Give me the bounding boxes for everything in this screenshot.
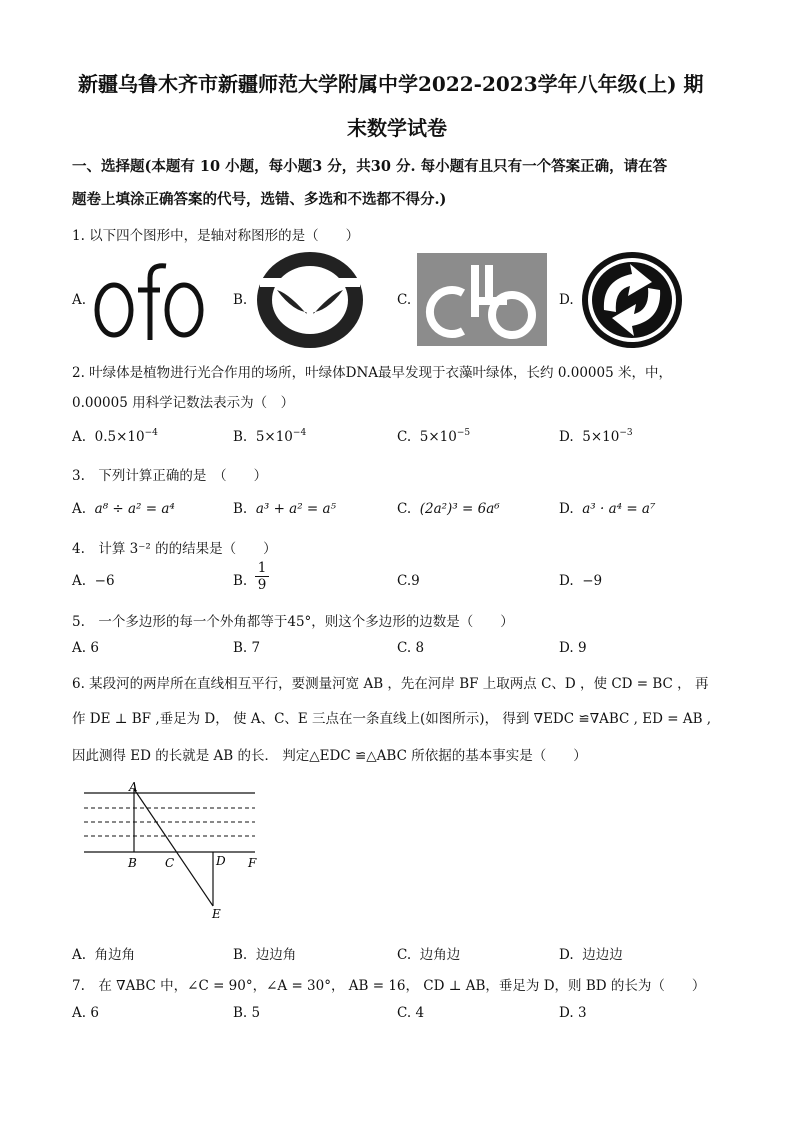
q1-option-b-label: B.	[233, 292, 248, 308]
q7-option-b: B. 5	[233, 1005, 261, 1021]
page-title-line-2: 末数学试卷	[347, 116, 447, 140]
q7-option-d: D. 3	[559, 1005, 587, 1021]
q3-option-a: A. a⁸ ÷ a² = a⁴	[72, 501, 175, 517]
q5-option-a: A. 6	[72, 640, 99, 656]
figure-label-e: E	[212, 907, 221, 921]
q4-option-c: C.9	[397, 573, 420, 589]
q3-option-c: C. (2a²)³ = 6a⁶	[397, 501, 500, 517]
q6-option-a: A. 角边角	[72, 947, 136, 963]
q6-option-d: D. 边边边	[559, 947, 623, 963]
ofo-logo-icon	[92, 258, 207, 340]
question-4-stem: 4. 计算 3⁻² 的的结果是（ ）	[72, 541, 277, 557]
figure-label-c: C	[165, 856, 175, 870]
q2-option-a: A. $0.5\times 10^{-4}$	[72, 428, 158, 445]
question-2-stem-line-2: 0.00005 用科学记数法表示为（ ）	[72, 395, 295, 411]
question-6-stem-line-2: 作 DE ⊥ BF ,垂足为 D， 使 A、C、E 三点在一条直线上(如图所示)， 得到 ∇EDC ≌∇ABC , ED = AB ,	[72, 711, 712, 727]
q3-option-d: D. a³ · a⁴ = a⁷	[559, 501, 656, 517]
q7-option-c: C. 4	[397, 1005, 425, 1021]
q1-option-d-label: D.	[559, 292, 574, 308]
recycle-arrow-logo-icon	[580, 250, 684, 350]
q4-option-d: D. −9	[559, 573, 603, 589]
river-width-figure	[80, 778, 270, 923]
question-7-stem: 7. 在 ∇ABC 中，∠C = 90°，∠A = 30°， AB = 16， CD ⊥ AB，垂足为 D，则 BD 的长为（ ）	[72, 978, 706, 994]
question-2-stem-line-1: 2. 叶绿体是植物进行光合作用的场所，叶绿体DNA最早发现于衣藻叶绿体，长约 0.00005 米，中，	[72, 365, 672, 381]
heart-leaf-logo-icon	[255, 250, 365, 350]
page-title-line-1: 新疆乌鲁木齐市新疆师范大学附属中学2022-2023学年八年级(上) 期	[78, 72, 704, 96]
question-6-stem-line-1: 6. 某段河的两岸所在直线相互平行，要测量河宽 AB ，先在河岸 BF 上取两点 C、D ，使 CD = BC ， 再	[72, 676, 709, 692]
q1-option-a-label: A.	[72, 292, 87, 308]
figure-label-d: D	[216, 854, 226, 868]
section-heading-line-2: 题卷上填涂正确答案的代号，选错、多选和不选都不得分.)	[72, 191, 447, 208]
question-5-stem: 5. 一个多边形的每一个外角都等于45°，则这个多边形的边数是（ ）	[72, 614, 514, 630]
section-heading-line-1: 一、选择题(本题有 10 小题，每小题3 分，共30 分. 每小题有且只有一个答案正确，请在答	[72, 158, 668, 175]
question-3-stem: 3. 下列计算正确的是 （ ）	[72, 468, 268, 484]
q1-option-c-label: C.	[397, 292, 412, 308]
q5-option-b: B. 7	[233, 640, 261, 656]
q5-option-c: C. 8	[397, 640, 425, 656]
q2-option-d: D. $5\times 10^{-3}$	[559, 428, 633, 445]
q6-option-c: C. 边角边	[397, 947, 461, 963]
q5-option-d: D. 9	[559, 640, 587, 656]
q4-option-b-fraction: 1 9	[255, 561, 269, 594]
q4-option-b-label: B.	[233, 573, 248, 589]
figure-label-a: A	[129, 780, 138, 794]
q4-option-a: A. −6	[72, 573, 115, 589]
figure-label-b: B	[128, 856, 137, 870]
q2-option-c: C. $5\times 10^{-5}$	[397, 428, 471, 445]
q7-option-a: A. 6	[72, 1005, 99, 1021]
q3-option-b: B. a³ + a² = a⁵	[233, 501, 336, 517]
figure-label-f: F	[248, 856, 257, 870]
q2-option-b: B. $5\times 10^{-4}$	[233, 428, 307, 445]
question-1-stem: 1. 以下四个图形中，是轴对称图形的是（ ）	[72, 228, 360, 244]
q6-option-b: B. 边边角	[233, 947, 297, 963]
question-6-stem-line-3: 因此测得 ED 的长就是 AB 的长． 判定△EDC ≌△ABC 所依据的基本事实是（ ）	[72, 748, 587, 764]
bike-logo-icon	[417, 253, 547, 346]
